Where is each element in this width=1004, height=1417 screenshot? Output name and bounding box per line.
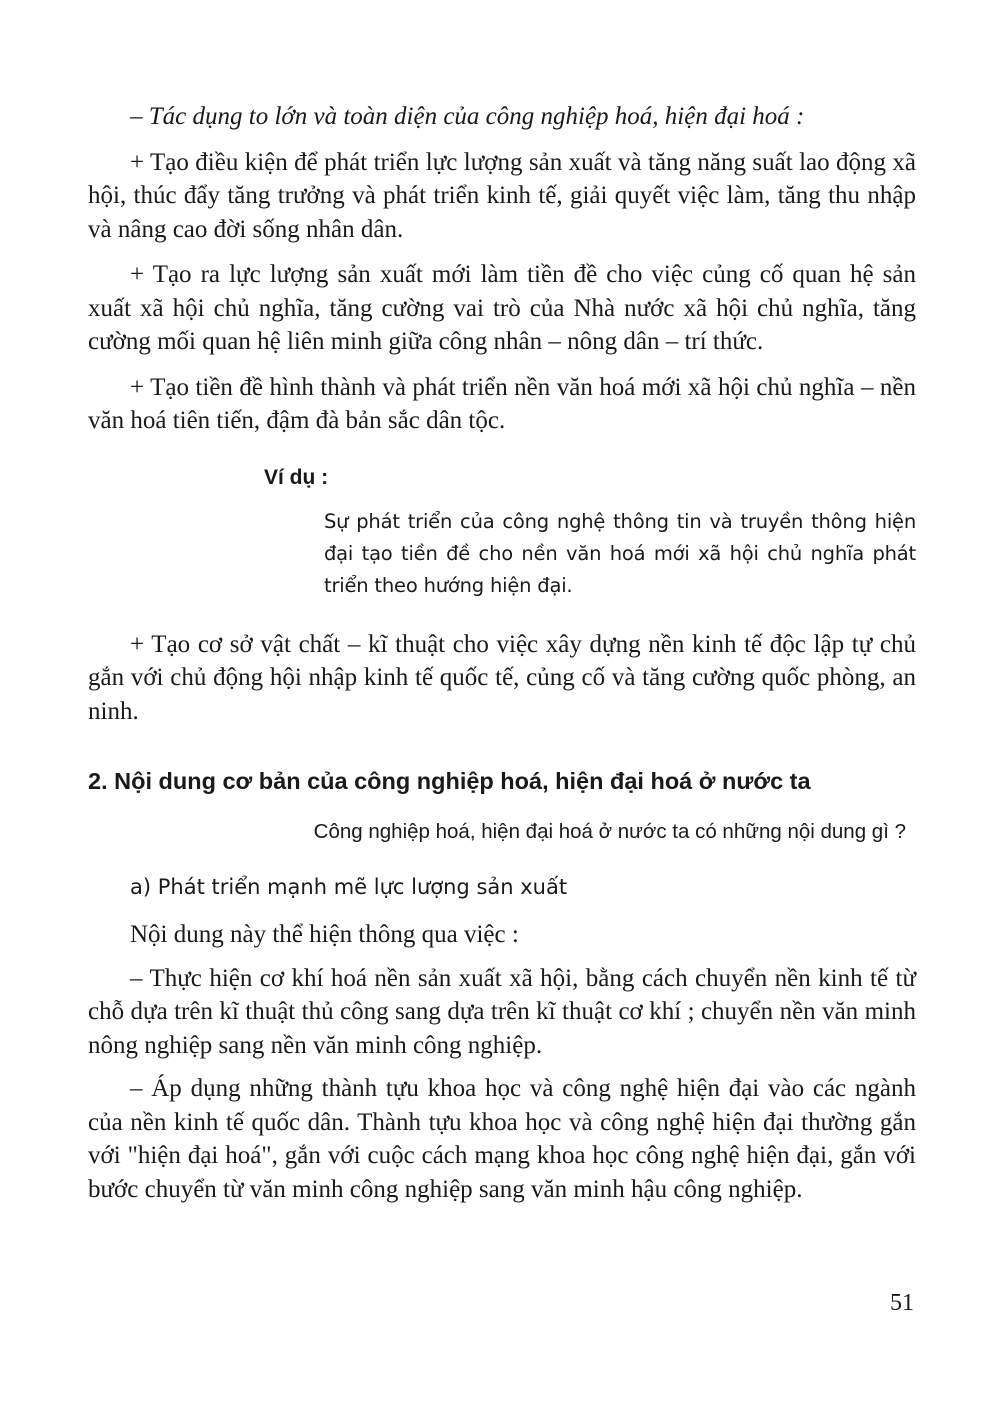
dash-paragraph-1: – Thực hiện cơ khí hoá nền sản xuất xã hội, bằng cách chuyển nền kinh tế từ chỗ dựa trên kĩ thuật thủ công sang dựa trên kĩ thuật cơ khí ; chuyển nền văn minh nông nghiệp sang nền văn minh công nghiệp. <box>88 964 916 1059</box>
section-question: Công nghiệp hoá, hiện đại hoá ở nước ta có những nội dung gì ? <box>313 820 906 843</box>
example-label: Ví dụ : <box>264 465 329 489</box>
dash-paragraph-2: – Áp dụng những thành tựu khoa học và công nghệ hiện đại vào các ngành của nền kinh tế quốc dân. Thành tựu khoa học và công nghệ hiện đại thường gắn với "hiện đại hoá", gắn với cuộc cách mạng khoa học công nghệ hiện đại, gắn với bước chuyển từ văn minh công nghiệp sang văn minh hậu công nghiệp. <box>88 1075 916 1203</box>
page-number: 51 <box>890 1290 914 1316</box>
bullet-paragraph-3: + Tạo tiền đề hình thành và phát triển nền văn hoá mới xã hội chủ nghĩa – nền văn hoá tiên tiến, đậm đà bản sắc dân tộc. <box>88 373 916 434</box>
section-heading: 2. Nội dung cơ bản của công nghiệp hoá, hiện đại hoá ở nước ta <box>88 768 811 794</box>
page-content <box>88 100 916 1206</box>
bullet-paragraph-4: + Tạo cơ sở vật chất – kĩ thuật cho việc xây dựng nền kinh tế độc lập tự chủ gắn với chủ động hội nhập kinh tế quốc tế, củng cố và tăng cường quốc phòng, an ninh. <box>88 630 916 725</box>
intro-italic-line: – Tác dụng to lớn và toàn diện của công nghiệp hoá, hiện đại hoá : <box>130 103 805 130</box>
subsection-heading: a) Phát triển mạnh mẽ lực lượng sản xuất <box>130 875 568 899</box>
example-text: Sự phát triển của công nghệ thông tin và truyền thông hiện đại tạo tiền đề cho nền văn hoá mới xã hội chủ nghĩa phát triển theo hướng hiện đại. <box>324 509 916 597</box>
bullet-paragraph-1: + Tạo điều kiện để phát triển lực lượng sản xuất và tăng năng suất lao động xã hội, thúc đẩy tăng trưởng và phát triển kinh tế, giải quyết việc làm, tăng thu nhập và nâng cao đời sống nhân dân. <box>88 148 916 243</box>
content-intro: Nội dung này thể hiện thông qua việc : <box>130 921 519 948</box>
bullet-paragraph-2: + Tạo ra lực lượng sản xuất mới làm tiền đề cho việc củng cố quan hệ sản xuất xã hội chủ nghĩa, tăng cường vai trò của Nhà nước xã hội chủ nghĩa, tăng cường mối quan hệ liên minh giữa công nhân – nông dân – trí thức. <box>88 261 916 355</box>
